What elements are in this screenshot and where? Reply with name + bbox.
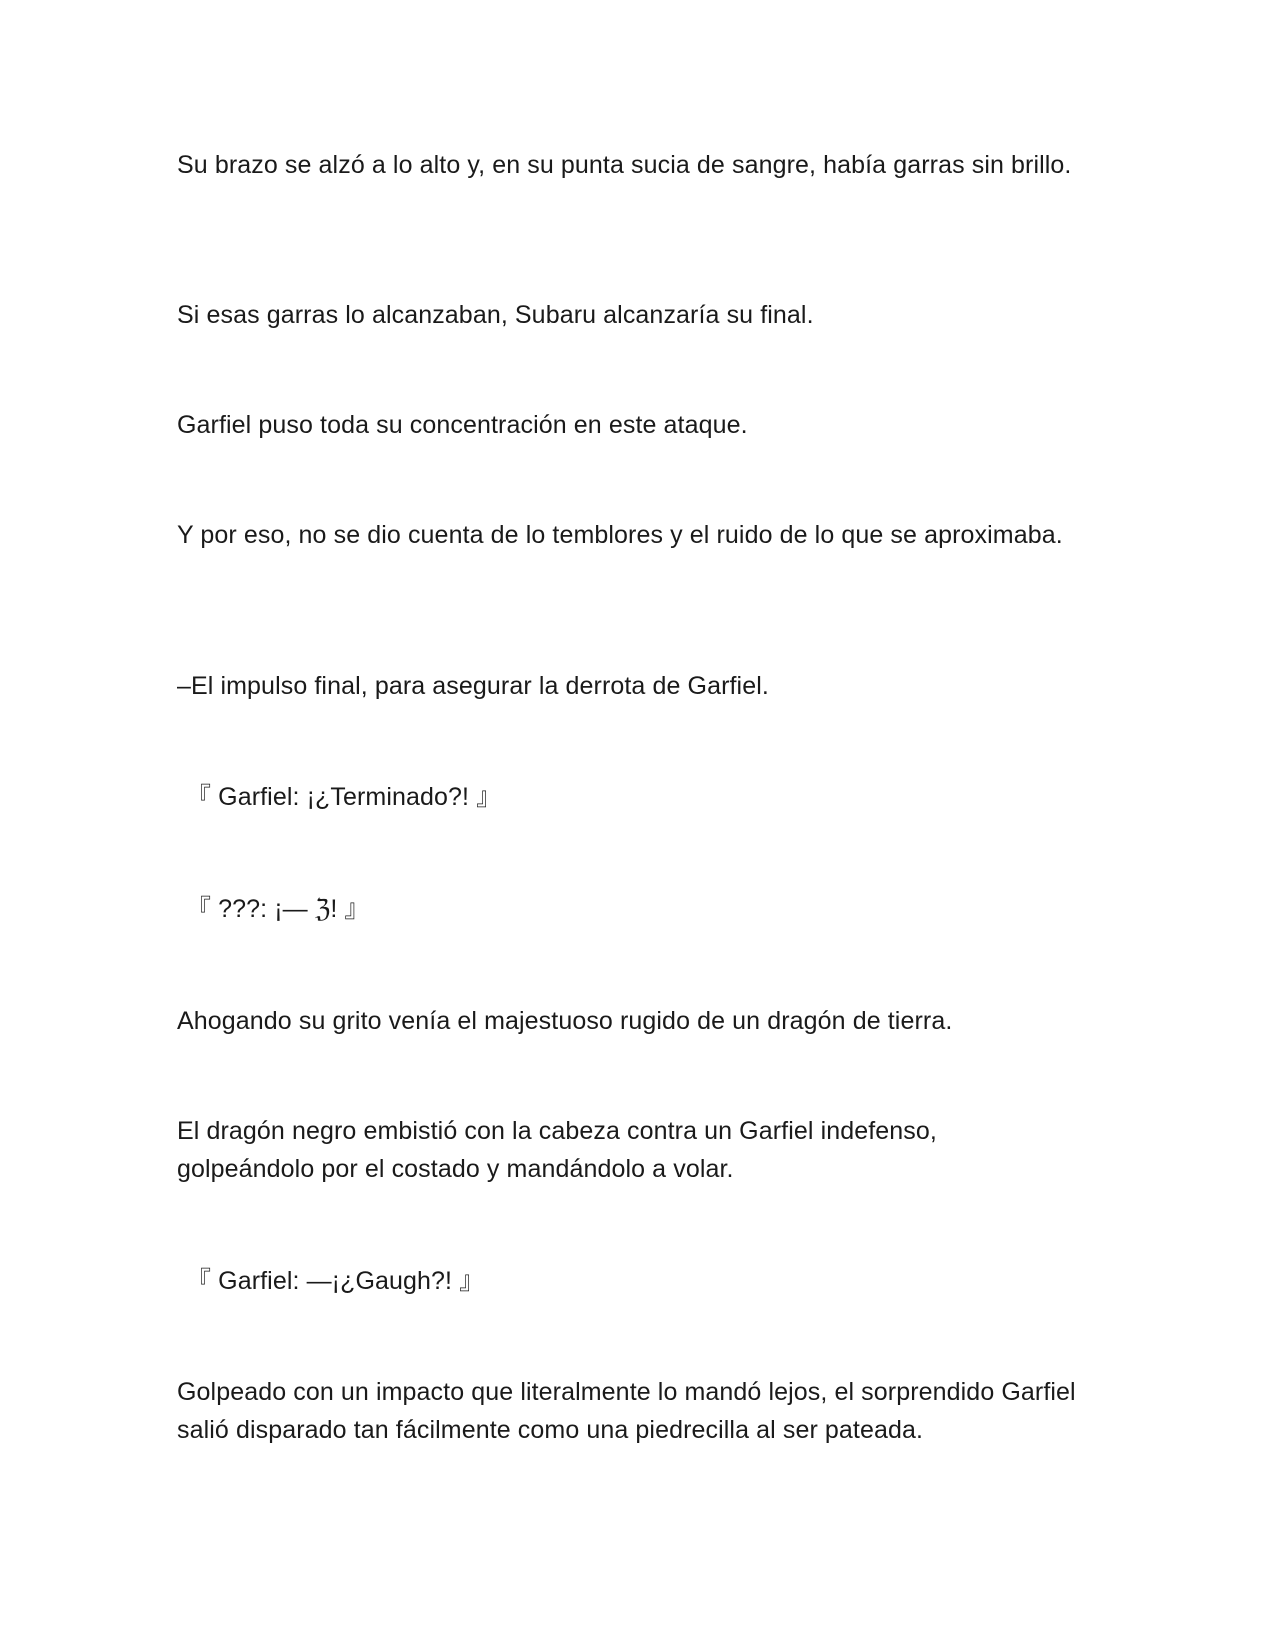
dialogue-line: 『 Garfiel: —¡¿Gaugh?! 』: [186, 1267, 485, 1295]
paragraph: Su brazo se alzó a lo alto y, en su punta sucia de sangre, había garras sin brillo.: [177, 151, 1072, 179]
paragraph: Ahogando su grito venía el majestuoso rugido de un dragón de tierra.: [177, 1007, 953, 1035]
paragraph: Garfiel puso toda su concentración en este ataque.: [177, 411, 748, 439]
dialogue-line: 『 Garfiel: ¡¿Terminado?! 』: [186, 783, 502, 811]
paragraph: –El impulso final, para asegurar la derrota de Garfiel.: [177, 672, 769, 700]
paragraph: Y por eso, no se dio cuenta de lo temblores y el ruido de lo que se aproximaba.: [177, 521, 1063, 549]
paragraph: El dragón negro embistió con la cabeza contra un Garfiel indefenso, golpeándolo por el costado y mandándolo a volar.: [177, 1117, 937, 1183]
dialogue-line: 『 ???: ¡— ℨ! 』: [186, 895, 370, 923]
paragraph: Golpeado con un impacto que literalmente lo mandó lejos, el sorprendido Garfiel salió disparado tan fácilmente como una piedrecilla al ser pateada.: [177, 1378, 1076, 1444]
paragraph: Si esas garras lo alcanzaban, Subaru alcanzaría su final.: [177, 301, 814, 329]
